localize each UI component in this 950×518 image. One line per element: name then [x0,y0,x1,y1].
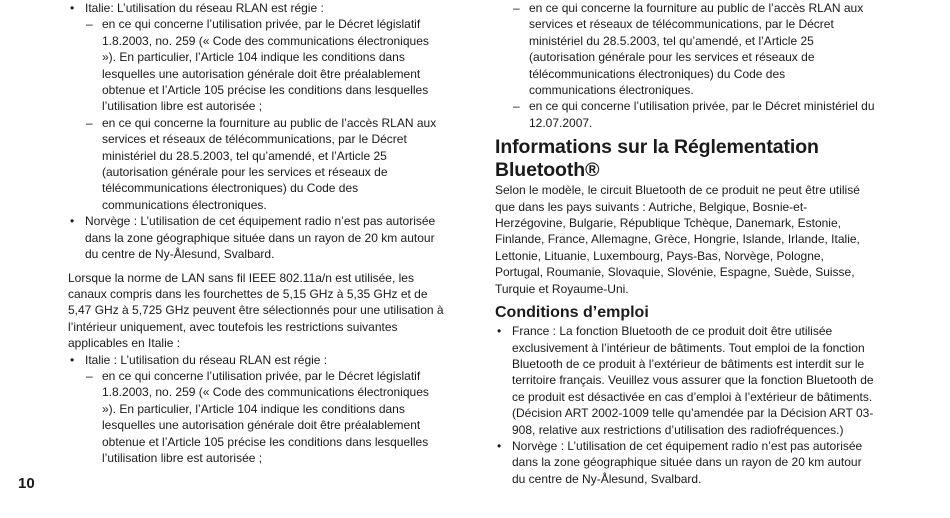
conditions-norway: • Norvège : L’utilisation de cet équipement radio n’est pas autorisée dans la zone géographique située dans un rayon de 20 km autour du centre de Ny-Ålesund, Svalbard. [495,438,875,487]
wlan-paragraph: Lorsque la norme de LAN sans fil IEEE 802.11a/n est utilisée, les canaux compris dans les fourchettes de 5,15 GHz à 5,35 GHz et de 5,47 GHz à 5,725 GHz peuvent être sélectionnés pour une utilisation à l’intérieur uniquement, avec toutefois les restrictions suivantes applicables en Italie : [68,270,444,351]
italy-bullet-1 [68,0,446,213]
bluetooth-paragraph: Selon le modèle, le circuit Bluetooth de ce produit ne peut être utilisé que dans les pays suivants : Autriche, Belgique, Bosnie-et-Herzégovine, Bulgarie, République Tchèque, Danemark, Estonie, Finlande, France, Allemagne, Grèce, Hongrie, Islande, Irlande, Italie, Lettonie, Lituanie, Luxembourg, Pays-Bas, Norvège, Pologne, Portugal, Roumanie, Slovaquie, Slovénie, Espagne, Suède, Suisse, Turquie et Royaume-Uni. [495,183,860,296]
cont-sub-private: – en ce qui concerne l’utilisation privée, par le Décret ministériel du 12.07.2007. [512,98,875,131]
italy-bullet-2-label: Italie : L’utilisation du réseau RLAN est régie : [85,352,328,367]
italy-bullet-2 [68,352,446,467]
conditions-heading: Conditions d’emploi [495,304,649,322]
continued-sublist [512,0,875,131]
page-number: 10 [18,475,35,492]
bluetooth-heading: Informations sur la Réglementation Bluetooth® [495,136,819,182]
italy-bullet-1-sublist [85,16,446,213]
left-column [68,0,446,466]
left-bullet-list-2 [68,352,446,467]
conditions-france: • France : La fonction Bluetooth de ce produit doit être utilisée exclusivement à l’intérieur de bâtiments. Tout emploi de la fonction Bluetooth de ce produit à l’extérieur de bâtiments est interdit sur le territoire français. Veuillez vous assurer que la fonction Bluetooth de ce produit est désactivée en cas d’emploi à l’extérieur de bâtiments. (Décision ART 2002-1009 telle qu’amendée par la Décision ART 03-908, relative aux restrictions d’utilisation des radiofréquences.) [495,323,875,438]
conditions-list [495,323,875,487]
italy-bullet-1-label: Italie: L’utilisation du réseau RLAN est régie : [85,1,324,15]
left-bullet-list-1 [68,0,446,263]
right-column [495,0,875,487]
italy-bullet-2-sublist [85,368,446,466]
cont-sub-public: – en ce qui concerne la fourniture au public de l’accès RLAN aux services et réseaux de télécommunications, par le Décret ministériel du 28.5.2003, tel qu’amendé, et l’Article 25 (autorisation générale pour les services et réseaux de télécommunications électroniques) du Code des communications électroniques. [512,0,875,98]
italy-2-sub-private: – en ce qui concerne l’utilisation privée, par le Décret législatif 1.8.2003, no. 259 (« Code des communications électroniques »). En particulier, l’Article 104 indique les conditions dans lesquelles une autorisation générale doit être préalablement obtenue et l’Article 105 précise les conditions dans lesquelles l’utilisation libre est autorisée ; [85,368,446,466]
norway-bullet: • Norvège : L’utilisation de cet équipement radio n’est pas autorisée dans la zone géographique située dans un rayon de 20 km autour du centre de Ny-Ålesund, Svalbard. [68,213,446,262]
italy-1-sub-private: – en ce qui concerne l’utilisation privée, par le Décret législatif 1.8.2003, no. 259 (« Code des communications électroniques »). En particulier, l’Article 104 indique les conditions dans lesquelles une autorisation générale doit être préalablement obtenue et l’Article 105 précise les conditions dans lesquelles l’utilisation libre est autorisée ; [85,16,446,114]
italy-1-sub-public: – en ce qui concerne la fourniture au public de l’accès RLAN aux services et réseaux de télécommunications, par le Décret ministériel du 28.5.2003, tel qu’amendé, et l’Article 25 (autorisation générale pour les services et réseaux de télécommunications électroniques) du Code des communications électroniques. [85,115,446,213]
